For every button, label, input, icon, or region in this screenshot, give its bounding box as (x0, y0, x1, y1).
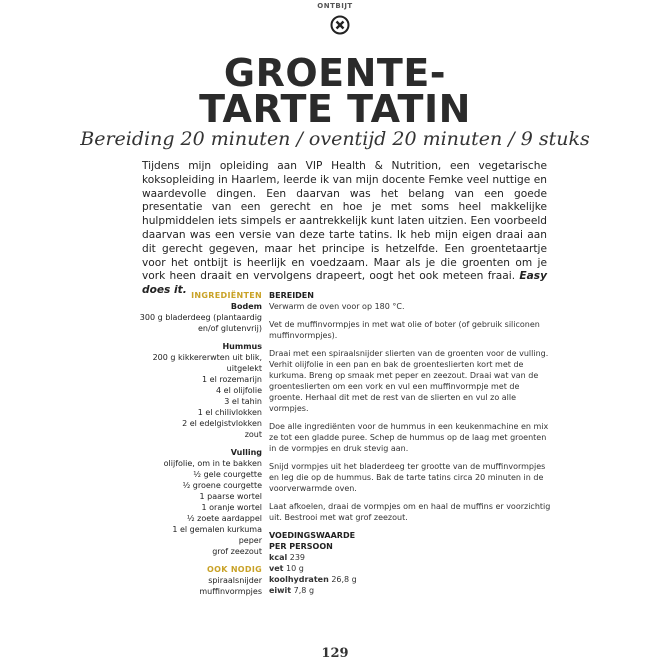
nutrition-row-vet: vet 10 g (269, 564, 304, 573)
ingredient-item: ½ zoete aardappel (186, 514, 262, 523)
preparation-step: Verwarm de oven voor op 180 °C. (269, 302, 405, 311)
ingredients-column (130, 290, 262, 597)
preparation-step: Laat afkoelen, draai de vormpjes om en haal de muffins er voorzichtig uit. Bestrooi met wat grof zeezout. (269, 502, 551, 522)
ingredient-item: spiraalsnijder (208, 576, 262, 585)
nutrition-row-koolhydraten: koolhydraten 26,8 g (269, 575, 357, 584)
ingredient-item: grof zeezout (212, 547, 262, 556)
intro-paragraph (142, 160, 547, 298)
ingredient-item: uitgelekt (226, 364, 262, 373)
nutrition-heading: VOEDINGSWAARDE (269, 531, 356, 540)
vulling-title: Vulling (230, 448, 262, 457)
ingredient-item: zout (244, 430, 262, 439)
preparation-step: Vet de muffinvormpjes in met wat olie of boter (of gebruik siliconen muffinvormpjes). (269, 320, 540, 340)
preparation-step: Snijd vormpjes uit het bladerdeeg ter grootte van de muffinvormpjes en leg die op de hummus. Bak de tarte tatins circa 20 minuten in de voorverwarmde oven. (269, 462, 546, 493)
ingredient-item: 2 el edelgistvlokken (182, 419, 262, 428)
ingredient-item: 1 el chilivlokken (197, 408, 262, 417)
ingredient-item: peper (238, 536, 262, 545)
nutrition-block (269, 530, 554, 596)
bodem-title: Bodem (230, 302, 262, 311)
nutrition-row-kcal: kcal 239 (269, 553, 306, 562)
ingredient-item: olijfolie, om in te bakken (163, 459, 262, 468)
ingredient-item: ½ gele courgette (193, 470, 262, 479)
close-circle-icon[interactable] (330, 15, 350, 35)
title-line-2: TARTE TATIN (199, 87, 471, 131)
ingredient-item: 1 el rozemarijn (202, 375, 262, 384)
ingredient-item: 300 g bladerdeeg (plantaardig (139, 313, 262, 322)
preparation-heading: BEREIDEN (269, 291, 314, 300)
nutrition-subheading: PER PERSOON (269, 542, 333, 551)
ingredient-item: en/of glutenvrij) (197, 324, 262, 333)
ingredient-item: muffinvormpjes (199, 587, 262, 596)
intro-emphasis: Easy does it. (142, 270, 547, 297)
recipe-title (0, 51, 670, 131)
intro-text: Tijdens mijn opleiding aan VIP Health & Nutrition, een vegetarische koksopleiding in Haarlem, leerde ik van mijn docente Femke veel nuttige en waardevolle dingen. Een daarvan was het belang van een goede presentatie van een gerecht en hoe je met soms heel makkelijke hulpmiddelen iets simpels er aantrekkelijk kunt laten uitzien. Een voorbeeld daarvan was een versie van deze tarte tatins. Ik heb mijn eigen draai aan dit gerecht gegeven, maar het principe is hetzelfde. Een groentetaartje voor het ontbijt is heerlijk en voedzaam. Maar als je die groenten om je vork heen draait en vervolgens drapeert, oogt het ook meteen fraai. (142, 160, 547, 283)
recipe-subtitle: Bereiding 20 minuten / oventijd 20 minuten / 9 stuks (80, 128, 590, 150)
preparation-step: Doe alle ingrediënten voor de hummus in een keukenmachine en mix ze tot een gladde puree. Schep de hummus op de laag met groenten in de vormpjes en druk stevig aan. (269, 422, 549, 453)
ingredient-item: 4 el olijfolie (216, 386, 262, 395)
ingredient-item: 200 g kikkererwten uit blik, (152, 353, 262, 362)
ingredient-item: 1 oranje wortel (201, 503, 262, 512)
ingredient-item: ½ groene courgette (182, 481, 262, 490)
preparation-step: Draai met een spiraalsnijder slierten van de groenten voor de vulling. Verhit olijfolie in een pan en bak de groenteslierten kort met de kurkuma. Breng op smaak met peper en zeezout. Draai wat van de groenteslierten om een vork en vul een muffinvormpje met de groente. Herhaal dit met de rest van de slierten en vul zo alle vormpjes. (269, 349, 549, 413)
nutrition-row-eiwit: eiwit 7,8 g (269, 586, 315, 595)
ook-nodig-heading: OOK NODIG (207, 565, 262, 574)
ingredient-item: 1 paarse wortel (199, 492, 262, 501)
section-label: ONTBIJT (317, 2, 353, 10)
ingredients-heading: INGREDIËNTEN (191, 291, 262, 300)
page-number: 129 (321, 646, 349, 661)
ingredient-item: 1 el gemalen kurkuma (172, 525, 262, 534)
preparation-column (269, 290, 554, 596)
hummus-title: Hummus (222, 342, 262, 351)
title-line-1: GROENTE- (223, 51, 447, 95)
ingredient-item: 3 el tahin (224, 397, 262, 406)
